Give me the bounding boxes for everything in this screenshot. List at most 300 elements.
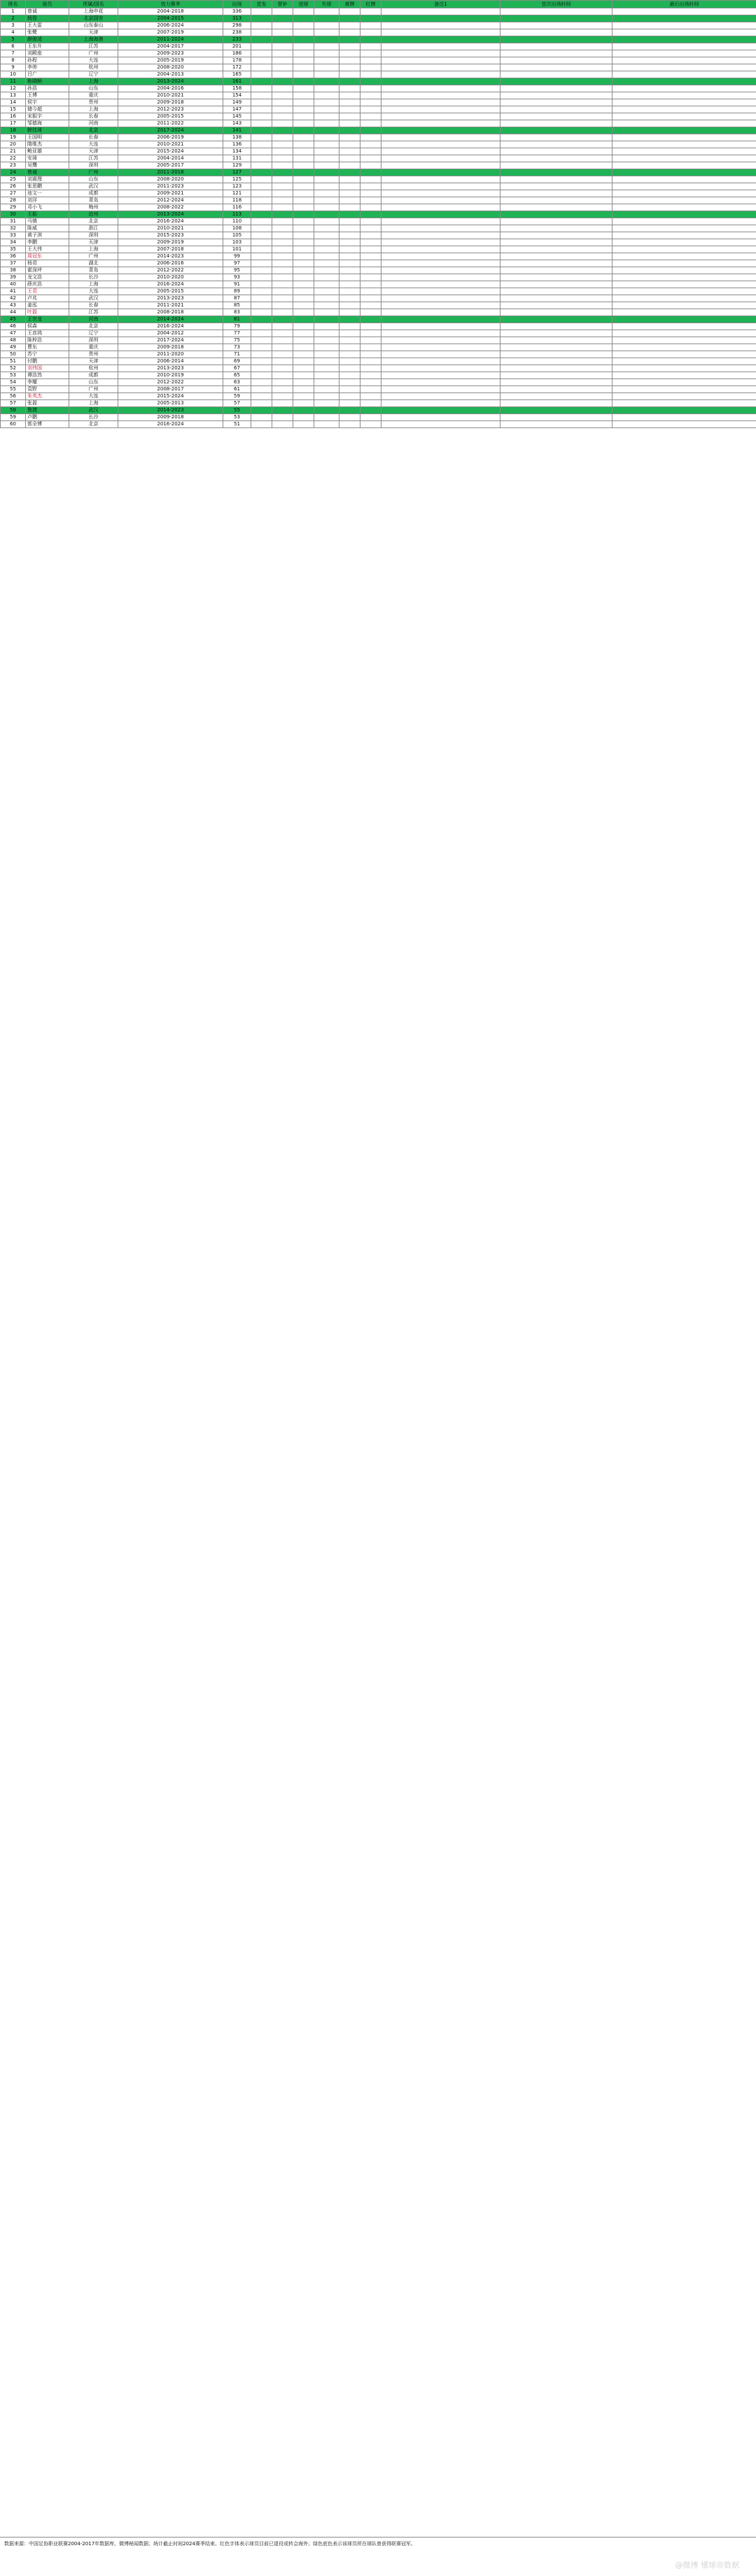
appearances-cell: 65 bbox=[223, 372, 251, 379]
rank-cell: 45 bbox=[1, 316, 26, 323]
first-date-cell bbox=[500, 267, 612, 274]
conceded-cell bbox=[314, 246, 340, 253]
seasons-cell: 2009-2019 bbox=[118, 239, 223, 246]
table-row bbox=[1, 29, 756, 36]
club-cell: 贵州 bbox=[69, 99, 118, 106]
note-cell bbox=[382, 190, 500, 197]
first-date-cell bbox=[500, 295, 612, 302]
column-header[interactable]: 备注1 bbox=[382, 1, 500, 8]
starts-cell bbox=[251, 274, 272, 281]
last-date-cell bbox=[612, 120, 756, 127]
first-date-cell bbox=[500, 372, 612, 379]
appearances-cell: 75 bbox=[223, 337, 251, 344]
player-name-cell: 王大伟 bbox=[26, 246, 69, 253]
last-date-cell bbox=[612, 407, 756, 414]
starts-cell bbox=[251, 169, 272, 176]
last-date-cell bbox=[612, 253, 756, 260]
conceded-cell bbox=[314, 225, 340, 232]
first-date-cell bbox=[500, 323, 612, 330]
seasons-cell: 2011-2020 bbox=[118, 351, 223, 358]
club-cell: 上海 bbox=[69, 246, 118, 253]
seasons-cell: 2006-2016 bbox=[118, 260, 223, 267]
goals-cell bbox=[293, 274, 314, 281]
seasons-cell: 2010-2021 bbox=[118, 92, 223, 99]
starts-cell bbox=[251, 85, 272, 92]
red-cell bbox=[360, 99, 382, 106]
appearances-cell: 165 bbox=[223, 71, 251, 78]
note-cell bbox=[382, 225, 500, 232]
note-cell bbox=[382, 113, 500, 120]
subs-cell bbox=[272, 78, 293, 85]
player-name-cell: 曾诚 bbox=[26, 169, 69, 176]
conceded-cell bbox=[314, 232, 340, 239]
column-header[interactable]: 替补 bbox=[272, 1, 293, 8]
table-row bbox=[1, 386, 756, 393]
table-row bbox=[1, 15, 756, 22]
yellow-cell bbox=[340, 141, 360, 148]
player-name-cell: 池文一 bbox=[26, 190, 69, 197]
starts-cell bbox=[251, 190, 272, 197]
club-cell: 武汉 bbox=[69, 183, 118, 190]
player-name-cell: 刘震理 bbox=[26, 176, 69, 183]
conceded-cell bbox=[314, 414, 340, 421]
appearances-cell: 57 bbox=[223, 400, 251, 407]
goals-cell bbox=[293, 421, 314, 428]
red-cell bbox=[360, 379, 382, 386]
rank-cell: 44 bbox=[1, 309, 26, 316]
subs-cell bbox=[272, 288, 293, 295]
red-cell bbox=[360, 316, 382, 323]
conceded-cell bbox=[314, 253, 340, 260]
red-cell bbox=[360, 253, 382, 260]
club-cell: 青岛 bbox=[69, 267, 118, 274]
column-header[interactable]: 进球 bbox=[293, 1, 314, 8]
column-header[interactable]: 黄牌 bbox=[340, 1, 360, 8]
goals-cell bbox=[293, 99, 314, 106]
red-cell bbox=[360, 407, 382, 414]
rank-cell: 20 bbox=[1, 141, 26, 148]
subs-cell bbox=[272, 218, 293, 225]
red-cell bbox=[360, 183, 382, 190]
first-date-cell bbox=[500, 22, 612, 29]
table-row bbox=[1, 288, 756, 295]
player-name-cell: 王彦鸿 bbox=[26, 330, 69, 337]
note-cell bbox=[382, 99, 500, 106]
goals-cell bbox=[293, 295, 314, 302]
table-row bbox=[1, 316, 756, 323]
note-cell bbox=[382, 414, 500, 421]
rank-cell: 33 bbox=[1, 232, 26, 239]
starts-cell bbox=[251, 99, 272, 106]
last-date-cell bbox=[612, 267, 756, 274]
yellow-cell bbox=[340, 106, 360, 113]
player-name-cell: 侯森 bbox=[26, 323, 69, 330]
column-header[interactable]: 出场 bbox=[223, 1, 251, 8]
yellow-cell bbox=[340, 78, 360, 85]
club-cell: 长沙 bbox=[69, 414, 118, 421]
appearances-cell: 77 bbox=[223, 330, 251, 337]
player-name-cell: 孙浩 bbox=[26, 85, 69, 92]
rank-cell: 52 bbox=[1, 365, 26, 372]
first-date-cell bbox=[500, 127, 612, 134]
player-name-cell: 刘洋 bbox=[26, 197, 69, 204]
yellow-cell bbox=[340, 407, 360, 414]
note-cell bbox=[382, 379, 500, 386]
last-date-cell bbox=[612, 379, 756, 386]
appearances-cell: 63 bbox=[223, 379, 251, 386]
subs-cell bbox=[272, 358, 293, 365]
player-name-cell: 邹德海 bbox=[26, 120, 69, 127]
seasons-cell: 2017-2024 bbox=[118, 127, 223, 134]
rank-cell: 37 bbox=[1, 260, 26, 267]
red-cell bbox=[360, 106, 382, 113]
yellow-cell bbox=[340, 351, 360, 358]
goals-cell bbox=[293, 267, 314, 274]
seasons-cell: 2004-2015 bbox=[118, 15, 223, 22]
red-cell bbox=[360, 393, 382, 400]
player-name-cell: 陈威 bbox=[26, 225, 69, 232]
yellow-cell bbox=[340, 155, 360, 162]
last-date-cell bbox=[612, 106, 756, 113]
first-date-cell bbox=[500, 50, 612, 57]
first-date-cell bbox=[500, 253, 612, 260]
last-date-cell bbox=[612, 92, 756, 99]
subs-cell bbox=[272, 260, 293, 267]
starts-cell bbox=[251, 197, 272, 204]
player-name-cell: 吴龑 bbox=[26, 162, 69, 169]
subs-cell bbox=[272, 232, 293, 239]
last-date-cell bbox=[612, 281, 756, 288]
rank-cell: 29 bbox=[1, 204, 26, 211]
subs-cell bbox=[272, 64, 293, 71]
first-date-cell bbox=[500, 183, 612, 190]
seasons-cell: 2009-2018 bbox=[118, 414, 223, 421]
last-date-cell bbox=[612, 288, 756, 295]
club-cell: 北京 bbox=[69, 218, 118, 225]
club-cell: 杭州 bbox=[69, 64, 118, 71]
subs-cell bbox=[272, 337, 293, 344]
yellow-cell bbox=[340, 50, 360, 57]
rank-cell: 40 bbox=[1, 281, 26, 288]
yellow-cell bbox=[340, 85, 360, 92]
rank-cell: 54 bbox=[1, 379, 26, 386]
appearances-cell: 138 bbox=[223, 134, 251, 141]
last-date-cell bbox=[612, 414, 756, 421]
goalkeeper-ranking-table bbox=[0, 0, 756, 428]
goals-cell bbox=[293, 309, 314, 316]
first-date-cell bbox=[500, 316, 612, 323]
note-cell bbox=[382, 127, 500, 134]
yellow-cell bbox=[340, 43, 360, 50]
column-header[interactable]: 首发 bbox=[251, 1, 272, 8]
yellow-cell bbox=[340, 57, 360, 64]
table-row bbox=[1, 57, 756, 64]
goals-cell bbox=[293, 85, 314, 92]
yellow-cell bbox=[340, 267, 360, 274]
first-date-cell bbox=[500, 176, 612, 183]
note-cell bbox=[382, 50, 500, 57]
subs-cell bbox=[272, 120, 293, 127]
red-cell bbox=[360, 225, 382, 232]
club-cell: 武汉 bbox=[69, 407, 118, 414]
red-cell bbox=[360, 148, 382, 155]
yellow-cell bbox=[340, 64, 360, 71]
seasons-cell: 2008-2020 bbox=[118, 176, 223, 183]
last-date-cell bbox=[612, 400, 756, 407]
first-date-cell bbox=[500, 281, 612, 288]
table-row bbox=[1, 281, 756, 288]
subs-cell bbox=[272, 323, 293, 330]
first-date-cell bbox=[500, 330, 612, 337]
player-name-cell: 侯宇 bbox=[26, 99, 69, 106]
appearances-cell: 93 bbox=[223, 274, 251, 281]
red-cell bbox=[360, 15, 382, 22]
yellow-cell bbox=[340, 260, 360, 267]
player-name-cell: 张磊 bbox=[26, 400, 69, 407]
goals-cell bbox=[293, 15, 314, 22]
note-cell bbox=[382, 400, 500, 407]
club-cell: 辽宁 bbox=[69, 330, 118, 337]
seasons-cell: 2013-2024 bbox=[118, 78, 223, 85]
goals-cell bbox=[293, 337, 314, 344]
red-cell bbox=[360, 400, 382, 407]
subs-cell bbox=[272, 225, 293, 232]
red-cell bbox=[360, 323, 382, 330]
table-row bbox=[1, 323, 756, 330]
subs-cell bbox=[272, 148, 293, 155]
note-cell bbox=[382, 421, 500, 428]
red-cell bbox=[360, 155, 382, 162]
last-date-cell bbox=[612, 71, 756, 78]
table-row bbox=[1, 204, 756, 211]
rank-cell: 60 bbox=[1, 421, 26, 428]
first-date-cell bbox=[500, 141, 612, 148]
conceded-cell bbox=[314, 211, 340, 218]
table-row bbox=[1, 64, 756, 71]
player-name-cell: 张思鹏 bbox=[26, 183, 69, 190]
appearances-cell: 145 bbox=[223, 113, 251, 120]
column-header[interactable]: 排名 bbox=[1, 1, 26, 8]
player-name-cell: 李帅 bbox=[26, 64, 69, 71]
subs-cell bbox=[272, 197, 293, 204]
goals-cell bbox=[293, 106, 314, 113]
note-cell bbox=[382, 148, 500, 155]
red-cell bbox=[360, 295, 382, 302]
appearances-cell: 113 bbox=[223, 211, 251, 218]
appearances-cell: 154 bbox=[223, 92, 251, 99]
first-date-cell bbox=[500, 197, 612, 204]
conceded-cell bbox=[314, 183, 340, 190]
last-date-cell bbox=[612, 36, 756, 43]
subs-cell bbox=[272, 302, 293, 309]
yellow-cell bbox=[340, 8, 360, 15]
goals-cell bbox=[293, 29, 314, 36]
last-date-cell bbox=[612, 337, 756, 344]
starts-cell bbox=[251, 288, 272, 295]
table-row bbox=[1, 344, 756, 351]
rank-cell: 30 bbox=[1, 211, 26, 218]
starts-cell bbox=[251, 43, 272, 50]
note-cell bbox=[382, 78, 500, 85]
yellow-cell bbox=[340, 379, 360, 386]
conceded-cell bbox=[314, 407, 340, 414]
yellow-cell bbox=[340, 190, 360, 197]
first-date-cell bbox=[500, 211, 612, 218]
rank-cell: 9 bbox=[1, 64, 26, 71]
conceded-cell bbox=[314, 78, 340, 85]
starts-cell bbox=[251, 218, 272, 225]
player-name-cell: 李耀 bbox=[26, 379, 69, 386]
red-cell bbox=[360, 211, 382, 218]
first-date-cell bbox=[500, 190, 612, 197]
player-name-cell: 谭浩然 bbox=[26, 372, 69, 379]
player-name-cell: 隋维杰 bbox=[26, 141, 69, 148]
yellow-cell bbox=[340, 134, 360, 141]
starts-cell bbox=[251, 379, 272, 386]
player-name-cell: 颜骏凌 bbox=[26, 36, 69, 43]
appearances-cell: 298 bbox=[223, 22, 251, 29]
club-cell: 北京 bbox=[69, 421, 118, 428]
yellow-cell bbox=[340, 274, 360, 281]
column-header[interactable]: 失球 bbox=[314, 1, 340, 8]
column-header[interactable]: 最后出场时间 bbox=[612, 1, 756, 8]
conceded-cell bbox=[314, 295, 340, 302]
rank-cell: 42 bbox=[1, 295, 26, 302]
starts-cell bbox=[251, 414, 272, 421]
rank-cell: 26 bbox=[1, 183, 26, 190]
red-cell bbox=[360, 141, 382, 148]
starts-cell bbox=[251, 134, 272, 141]
yellow-cell bbox=[340, 197, 360, 204]
player-name-cell: 鲍亚雄 bbox=[26, 148, 69, 155]
club-cell: 武汉 bbox=[69, 295, 118, 302]
note-cell bbox=[382, 218, 500, 225]
first-date-cell bbox=[500, 351, 612, 358]
appearances-cell: 125 bbox=[223, 176, 251, 183]
goals-cell bbox=[293, 351, 314, 358]
conceded-cell bbox=[314, 365, 340, 372]
red-cell bbox=[360, 260, 382, 267]
last-date-cell bbox=[612, 372, 756, 379]
player-name-cell: 张鹭 bbox=[26, 29, 69, 36]
red-cell bbox=[360, 365, 382, 372]
appearances-cell: 172 bbox=[223, 64, 251, 71]
yellow-cell bbox=[340, 71, 360, 78]
goals-cell bbox=[293, 323, 314, 330]
subs-cell bbox=[272, 344, 293, 351]
first-date-cell bbox=[500, 358, 612, 365]
red-cell bbox=[360, 64, 382, 71]
starts-cell bbox=[251, 211, 272, 218]
last-date-cell bbox=[612, 64, 756, 71]
seasons-cell: 2011-2018 bbox=[118, 169, 223, 176]
table-row bbox=[1, 372, 756, 379]
column-header[interactable]: 红牌 bbox=[360, 1, 382, 8]
last-date-cell bbox=[612, 239, 756, 246]
first-date-cell bbox=[500, 169, 612, 176]
last-date-cell bbox=[612, 302, 756, 309]
red-cell bbox=[360, 309, 382, 316]
subs-cell bbox=[272, 183, 293, 190]
player-name-cell: 孙程 bbox=[26, 57, 69, 64]
appearances-cell: 53 bbox=[223, 414, 251, 421]
goals-cell bbox=[293, 232, 314, 239]
yellow-cell bbox=[340, 29, 360, 36]
yellow-cell bbox=[340, 414, 360, 421]
club-cell: 上海申花 bbox=[69, 8, 118, 15]
appearances-cell: 129 bbox=[223, 162, 251, 169]
first-date-cell bbox=[500, 120, 612, 127]
appearances-cell: 69 bbox=[223, 358, 251, 365]
first-date-cell bbox=[500, 85, 612, 92]
column-header[interactable]: 球员 bbox=[26, 1, 69, 8]
club-cell: 广州 bbox=[69, 386, 118, 393]
club-cell: 北京 bbox=[69, 323, 118, 330]
subs-cell bbox=[272, 85, 293, 92]
club-cell: 大连 bbox=[69, 141, 118, 148]
subs-cell bbox=[272, 253, 293, 260]
rank-cell: 22 bbox=[1, 155, 26, 162]
column-header[interactable]: 所属/国名 bbox=[69, 1, 118, 8]
table-row bbox=[1, 379, 756, 386]
appearances-cell: 118 bbox=[223, 197, 251, 204]
first-date-cell bbox=[500, 113, 612, 120]
subs-cell bbox=[272, 295, 293, 302]
table-row bbox=[1, 127, 756, 134]
first-date-cell bbox=[500, 106, 612, 113]
goals-cell bbox=[293, 344, 314, 351]
starts-cell bbox=[251, 386, 272, 393]
seasons-cell: 2004-2014 bbox=[118, 155, 223, 162]
column-header[interactable]: 首次出场时间 bbox=[500, 1, 612, 8]
yellow-cell bbox=[340, 295, 360, 302]
yellow-cell bbox=[340, 176, 360, 183]
table-row bbox=[1, 120, 756, 127]
club-cell: 上海 bbox=[69, 400, 118, 407]
column-header[interactable]: 效力赛季 bbox=[118, 1, 223, 8]
conceded-cell bbox=[314, 260, 340, 267]
table-row bbox=[1, 358, 756, 365]
seasons-cell: 2011-2023 bbox=[118, 183, 223, 190]
rank-cell: 23 bbox=[1, 162, 26, 169]
starts-cell bbox=[251, 162, 272, 169]
first-date-cell bbox=[500, 218, 612, 225]
yellow-cell bbox=[340, 232, 360, 239]
note-cell bbox=[382, 239, 500, 246]
note-cell bbox=[382, 393, 500, 400]
goals-cell bbox=[293, 169, 314, 176]
last-date-cell bbox=[612, 421, 756, 428]
first-date-cell bbox=[500, 344, 612, 351]
appearances-cell: 103 bbox=[223, 239, 251, 246]
note-cell bbox=[382, 92, 500, 99]
appearances-cell: 95 bbox=[223, 267, 251, 274]
player-name-cell: 龙文浩 bbox=[26, 274, 69, 281]
subs-cell bbox=[272, 379, 293, 386]
seasons-cell: 2004-2012 bbox=[118, 330, 223, 337]
subs-cell bbox=[272, 309, 293, 316]
seasons-cell: 2006-2019 bbox=[118, 134, 223, 141]
seasons-cell: 2005-2019 bbox=[118, 57, 223, 64]
rank-cell: 28 bbox=[1, 197, 26, 204]
yellow-cell bbox=[340, 386, 360, 393]
rank-cell: 24 bbox=[1, 169, 26, 176]
table-row bbox=[1, 421, 756, 428]
yellow-cell bbox=[340, 211, 360, 218]
rank-cell: 11 bbox=[1, 78, 26, 85]
note-cell bbox=[382, 176, 500, 183]
club-cell: 广州 bbox=[69, 50, 118, 57]
